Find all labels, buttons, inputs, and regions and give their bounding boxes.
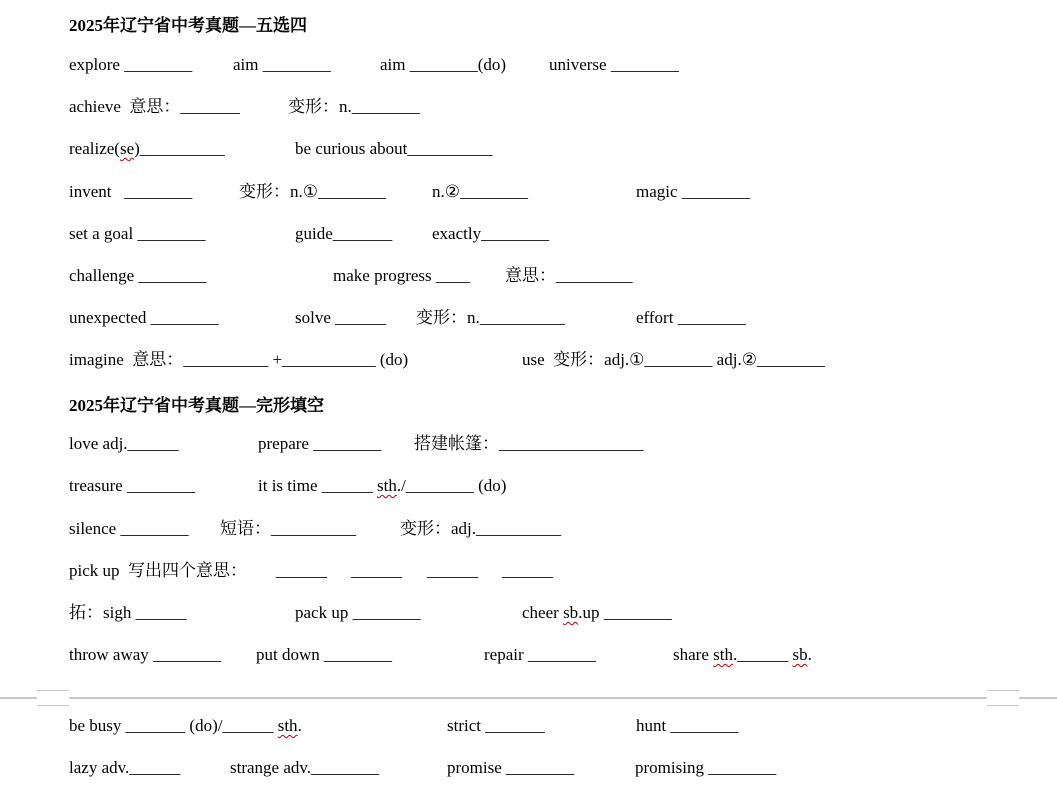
- section-title-wuxuansi: 2025年辽宁省中考真题—五选四: [69, 16, 307, 35]
- vocab-row: [0, 265, 1057, 289]
- vocab-item: guide_______: [295, 224, 393, 243]
- page-break-line: [0, 697, 1057, 699]
- vocab-item: invent ________: [69, 182, 193, 201]
- vocab-item: exactly________: [432, 224, 550, 243]
- answer-blank: ______: [276, 561, 327, 580]
- page-corner-marker: [987, 690, 1019, 706]
- vocab-item: cheer sb.up ________: [522, 603, 672, 622]
- vocab-row: [0, 715, 1057, 739]
- vocab-row: [0, 602, 1057, 626]
- vocab-item: 变形：n.①________: [239, 182, 386, 201]
- vocab-item: 短语：__________: [220, 519, 356, 538]
- vocab-row: [0, 307, 1057, 331]
- vocab-item: throw away ________: [69, 645, 222, 664]
- vocab-item: put down ________: [256, 645, 392, 664]
- vocab-item: 变形：n.__________: [416, 308, 565, 327]
- vocab-item: aim ________(do): [380, 55, 507, 74]
- vocab-item: 拓：sigh ______: [69, 603, 187, 622]
- vocab-item: magic ________: [636, 182, 750, 201]
- vocab-item: repair ________: [484, 645, 596, 664]
- vocab-item: treasure ________: [69, 476, 196, 495]
- vocab-item: share sth.______ sb.: [673, 645, 812, 664]
- vocab-item: realize(se)__________: [69, 139, 225, 158]
- vocab-item: prepare ________: [258, 434, 382, 453]
- vocab-item: lazy adv.______: [69, 758, 181, 777]
- vocab-row: [0, 644, 1057, 668]
- vocab-item: make progress ____: [333, 266, 470, 285]
- vocab-row: [0, 223, 1057, 247]
- vocab-item: be curious about__________: [295, 139, 493, 158]
- vocab-item: pack up ________: [295, 603, 421, 622]
- vocab-item: love adj.______: [69, 434, 179, 453]
- vocab-item: it is time ______ sth./________ (do): [258, 476, 507, 495]
- vocab-row: [0, 518, 1057, 542]
- page-corner-marker: [37, 690, 69, 706]
- vocab-item: promise ________: [447, 758, 575, 777]
- vocab-row: [0, 560, 1057, 584]
- vocab-item: challenge ________: [69, 266, 207, 285]
- answer-blank: ______: [427, 561, 478, 580]
- vocab-item: effort ________: [636, 308, 746, 327]
- vocab-item: achieve 意思：_______: [69, 97, 240, 116]
- vocab-item: 变形：n.________: [288, 97, 420, 116]
- vocab-item: unexpected ________: [69, 308, 219, 327]
- vocab-item: strange adv.________: [230, 758, 380, 777]
- vocab-item: imagine 意思：__________ +___________ (do): [69, 350, 409, 369]
- section-title-wanxing: 2025年辽宁省中考真题—完形填空: [69, 396, 324, 415]
- vocab-item: solve ______: [295, 308, 387, 327]
- vocab-item: explore ________: [69, 55, 193, 74]
- vocab-item: be busy _______ (do)/______ sth.: [69, 716, 302, 735]
- vocab-row: [0, 96, 1057, 120]
- vocab-item: promising ________: [635, 758, 777, 777]
- vocab-item: 变形：adj.__________: [400, 519, 562, 538]
- vocab-row: [0, 433, 1057, 457]
- vocab-item: pick up 写出四个意思：: [69, 561, 248, 580]
- vocab-row: [0, 181, 1057, 205]
- vocab-item: strict _______: [447, 716, 545, 735]
- page-break-separator: [0, 690, 1057, 706]
- vocab-row: [0, 349, 1057, 373]
- vocab-item: 意思：_________: [505, 266, 633, 285]
- vocab-row: [0, 475, 1057, 499]
- vocab-item: universe ________: [549, 55, 679, 74]
- vocab-item: n.②________: [432, 182, 528, 201]
- vocab-item: hunt ________: [636, 716, 739, 735]
- vocab-row: [0, 757, 1057, 781]
- vocab-row: [0, 138, 1057, 162]
- vocab-item: set a goal ________: [69, 224, 206, 243]
- vocab-item: silence ________: [69, 519, 189, 538]
- vocab-item: aim ________: [233, 55, 331, 74]
- vocab-row: [0, 54, 1057, 78]
- answer-blank: ______: [351, 561, 402, 580]
- answer-blank: ______: [502, 561, 553, 580]
- vocab-item: 搭建帐篷：_________________: [414, 434, 644, 453]
- vocab-item: use 变形：adj.①________ adj.②________: [522, 350, 825, 369]
